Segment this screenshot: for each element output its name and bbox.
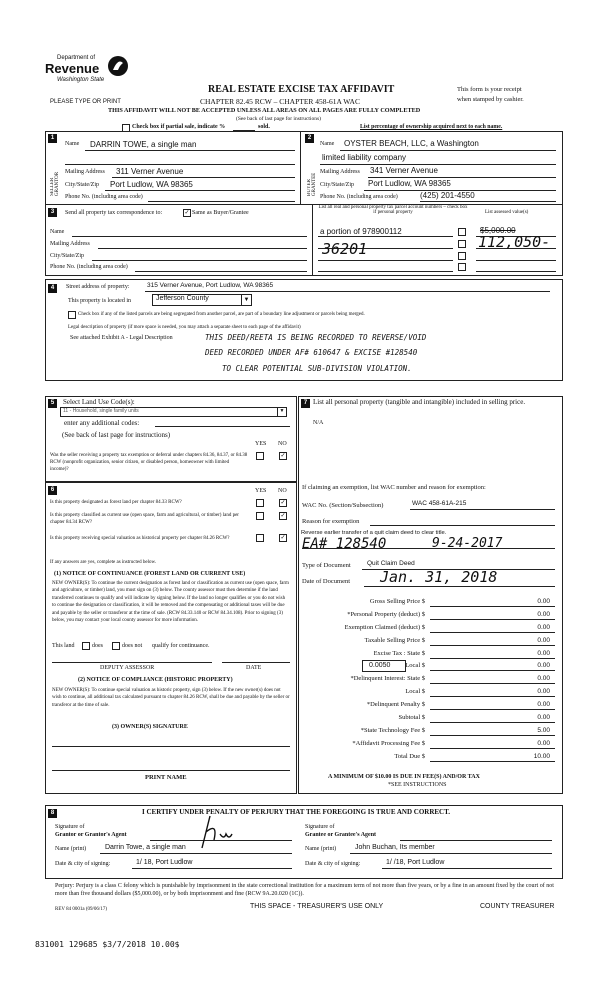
- assessed-header: List assessed value(s): [485, 210, 529, 215]
- seller-name-label: Name: [65, 141, 80, 147]
- wac-label: WAC No. (Section/Subsection): [302, 502, 384, 509]
- land-use-label: Select Land Use Code(s):: [63, 398, 135, 406]
- forest-no-checkbox[interactable]: ✓: [280, 500, 286, 506]
- hand-ea-number: EA# 128540: [302, 536, 387, 552]
- land-use-select[interactable]: [60, 407, 287, 417]
- buyer-city-label: City/State/Zip: [320, 182, 354, 188]
- please-type: PLEASE TYPE OR PRINT: [50, 99, 121, 105]
- dept-line: Department of: [57, 55, 96, 61]
- s5-see-back: (See back of last page for instructions): [62, 431, 171, 439]
- hand-ea-date: 9-24-2017: [432, 536, 503, 551]
- qualify-label: qualify for continuance.: [152, 643, 210, 649]
- fee-subtotal-value[interactable]: 0.00: [537, 714, 550, 721]
- claim-exemption-label: If claiming an exemption, list WAC number and reason for exemption:: [302, 484, 486, 491]
- section-5-number: 5: [48, 399, 57, 408]
- forest-question: Is this property designated as forest land per chapter 84.33 RCW?: [50, 500, 182, 505]
- buyer-phone[interactable]: (425) 201-4550: [420, 191, 475, 200]
- fee-taxable-label: Taxable Selling Price $: [364, 637, 425, 644]
- parcel-list-header: List all real and personal property tax parcel account numbers – check box if personal property: [318, 205, 468, 215]
- deputy-date-label: DATE: [246, 665, 262, 671]
- fee-processing-label: *Affidavit Processing Fee $: [352, 740, 425, 747]
- grantee-print-name[interactable]: John Buchan, Its member: [355, 844, 435, 851]
- seller-phone-label: Phone No. (including area code): [65, 194, 143, 200]
- fee-personal-label: *Personal Property (deduct) $: [347, 611, 425, 618]
- grantee-date[interactable]: 1/ /18, Port Ludlow: [386, 859, 445, 866]
- grantor-print-name[interactable]: Darrin Towe, a single man: [105, 844, 186, 851]
- section-4-number: 4: [48, 284, 57, 293]
- section-1-number: 1: [48, 134, 57, 143]
- fee-excise-local-label: Local $: [405, 662, 425, 669]
- wac-value[interactable]: WAC 458-61A-215: [412, 500, 467, 507]
- seller-side-label: SELLER GRANTOR: [50, 171, 60, 196]
- notice-2-body: NEW OWNER(S): To continue special valuation as historic property, sign (3) below. If the new owner(s) does not wish to continue, all additional tax calculated pursuant to chapter 84.26 RCW, shall be due and payable by the seller or transferor at the time of sale.: [52, 688, 290, 708]
- county-treasurer: COUNTY TREASURER: [480, 903, 555, 910]
- hand-note-2: DEED RECORDED UNDER AF# 610647 & EXCISE #128540: [205, 348, 418, 357]
- parcel-handwritten: 36201: [322, 240, 368, 258]
- buyer-name-2[interactable]: limited liability company: [322, 153, 407, 162]
- fee-interest-local-label: Local $: [405, 688, 425, 695]
- buyer-phone-label: Phone No. (including area code): [320, 194, 398, 200]
- personal-property-value[interactable]: N/A: [313, 420, 324, 426]
- fee-penalty-value[interactable]: 0.00: [537, 701, 550, 708]
- s3-mailing-label: Mailing Address: [50, 241, 90, 247]
- send-correspondence-label: Send all property tax correspondence to:: [65, 210, 163, 216]
- partial-sale-label: Check box if partial sale, indicate %: [132, 124, 226, 130]
- buyer-name[interactable]: OYSTER BEACH, LLC, a Washington: [344, 139, 479, 148]
- fee-interest-state-value[interactable]: 0.00: [537, 675, 550, 682]
- grantee-sig-label-1: Signature of: [305, 824, 335, 830]
- does-not-checkbox[interactable]: [112, 642, 120, 650]
- seller-mailing-label: Mailing Address: [65, 169, 105, 175]
- reason-label: Reason for exemption: [302, 518, 360, 525]
- same-as-buyer-label: Same as Buyer/Grantee: [192, 210, 249, 216]
- fee-interest-state-label: *Delinquent Interest: State $: [350, 675, 425, 682]
- county-value: Jefferson County: [156, 295, 209, 302]
- dor-logo: [45, 53, 135, 93]
- segregation-checkbox[interactable]: [68, 311, 76, 319]
- hand-note-1: THIS DEED/REETA IS BEING RECORDED TO REVERSE/VOID: [205, 333, 427, 342]
- fee-technology-value[interactable]: 5.00: [537, 727, 550, 734]
- legal-desc[interactable]: See attached Exhibit A - Legal Description: [70, 335, 173, 341]
- grantee-sig-label-2: Grantee or Grantee's Agent: [305, 832, 377, 838]
- fee-total-label: Total Due $: [394, 753, 425, 760]
- fee-total-value[interactable]: 10.00: [533, 753, 550, 760]
- perjury-notice: Perjury: Perjury is a class C felony which is punishable by imprisonment in the state correctional institution for a maximum term of not more than five years, or by a fine in an amount fixed by the court of not more than five thousand dollars ($5,000.00), or by both imprisonment and fine (RCW 9A.20.020 (1C)).: [55, 883, 554, 897]
- fee-exemption-label: Exemption Claimed (deduct) $: [344, 624, 425, 631]
- personal-property-checkbox-2[interactable]: [458, 240, 466, 248]
- legal-desc-label: Legal description of property (if more space is needed, you may attach a separate sheet to each page of the affidavit): [68, 325, 301, 330]
- does-not-label: does not: [122, 643, 143, 649]
- grantor-sig-label-2: Grantor or Grantor's Agent: [55, 832, 127, 838]
- rev-number: REV 84 0001a (09/06/17): [55, 907, 107, 912]
- section-6-number: 6: [48, 486, 57, 495]
- notice-2-title: (2) NOTICE OF COMPLIANCE (HISTORIC PROPERTY): [78, 677, 233, 683]
- receipt-note-2: when stamped by cashier.: [457, 96, 524, 103]
- does-checkbox[interactable]: [82, 642, 90, 650]
- chevron-down-icon: ▼: [277, 408, 286, 416]
- grantor-name-label: Name (print): [55, 846, 87, 852]
- fee-taxable-value[interactable]: 0.00: [537, 637, 550, 644]
- fee-interest-local-value[interactable]: 0.00: [537, 688, 550, 695]
- section-3-number: 3: [48, 208, 57, 217]
- section-6-box: [45, 482, 297, 794]
- fee-penalty-label: *Delinquent Penalty $: [366, 701, 425, 708]
- certify-statement: I CERTIFY UNDER PENALTY OF PERJURY THAT THE FOREGOING IS TRUE AND CORRECT.: [142, 808, 451, 816]
- fee-excise-local-value[interactable]: 0.00: [537, 662, 550, 669]
- grantee-date-label: Date & city of signing:: [305, 861, 361, 867]
- fee-personal-value[interactable]: 0.00: [537, 611, 550, 618]
- see-instructions-note: *SEE INSTRUCTIONS: [388, 782, 447, 788]
- personal-property-label: List all personal property (tangible and intangible) included in selling price.: [313, 398, 526, 406]
- grantor-signature-mark: [190, 812, 240, 852]
- fee-gross-value[interactable]: 0.00: [537, 598, 550, 605]
- section-7-number: 7: [301, 399, 310, 408]
- chapter-line: CHAPTER 82.45 RCW – CHAPTER 458-61A WAC: [200, 97, 360, 106]
- assessed-value-struck: $5,000.00: [480, 226, 516, 235]
- reason-value[interactable]: Reverse earlier transfer of a quit claim deed to clear title.: [301, 530, 447, 536]
- agency-name: Revenue: [45, 61, 100, 76]
- current-use-no-checkbox[interactable]: ✓: [280, 513, 286, 519]
- buyer-city[interactable]: Port Ludlow, WA 98365: [368, 179, 451, 188]
- buyer-side-label: BUYER GRANTEE: [307, 172, 317, 196]
- warning-line: THIS AFFIDAVIT WILL NOT BE ACCEPTED UNLESS ALL AREAS ON ALL PAGES ARE FULLY COMPLETED: [108, 107, 421, 114]
- same-as-buyer-checkbox[interactable]: ✓: [184, 210, 190, 216]
- additional-codes-label: enter any additional codes:: [64, 419, 140, 427]
- form-title: REAL ESTATE EXCISE TAX AFFIDAVIT: [208, 84, 395, 95]
- doc-type-label: Type of Document: [302, 562, 351, 569]
- notice-1-body: NEW OWNER(S): To continue the current designation as forest land or classification as current use (open space, farm and agriculture, or timber) land, you must sign on (3) below. The county assessor must then determine if the land transferred continues to qualify and will indicate by signing below. If the land no longer qualifies or you do not wish to continue the designation or classification, it will be removed and the compensating or additional taxes will be due and payable by the seller or transferor at the time of sale. (RCW 84.33.140 or RCW 84.34.108). Prior to signing (3) below, you may contact your local county assessor for more information.: [52, 581, 289, 624]
- buyer-mailing[interactable]: 341 Verner Avenue: [370, 166, 438, 175]
- grantor-date-label: Date & city of signing:: [55, 861, 111, 867]
- buyer-mailing-label: Mailing Address: [320, 169, 360, 175]
- current-use-yes-checkbox[interactable]: [256, 512, 264, 520]
- street-label: Street address of property:: [66, 284, 130, 290]
- seller-mailing[interactable]: 311 Verner Avenue: [116, 167, 184, 176]
- s6-no: NO: [278, 488, 287, 494]
- doc-date-label: Date of Document: [302, 578, 351, 585]
- current-use-question: Is this property classified as current use (open space, farm and agricultural, or timber) land per chapter 84.34 RCW?: [50, 513, 239, 525]
- minimum-due-note: A MINIMUM OF $10.00 IS DUE IN FEE(S) AND/OR TAX: [328, 774, 480, 780]
- sold-label: sold.: [258, 124, 270, 130]
- grantee-name-label: Name (print): [305, 846, 337, 852]
- grantor-date[interactable]: 1/ 18, Port Ludlow: [136, 859, 193, 866]
- grantee-signature-line[interactable]: [400, 840, 552, 841]
- historic-no-checkbox[interactable]: ✓: [280, 535, 286, 541]
- local-rate: 0.0050: [369, 662, 391, 669]
- fee-processing-value[interactable]: 0.00: [537, 740, 550, 747]
- hand-note-3: TO CLEAR POTENTIAL SUB-DIVISION VIOLATION.: [222, 364, 412, 373]
- personal-property-checkbox-1[interactable]: [458, 228, 466, 236]
- seller-city-label: City/State/Zip: [65, 182, 99, 188]
- deputy-assessor-label: DEPUTY ASSESSOR: [100, 665, 155, 671]
- fee-gross-label: Gross Selling Price $: [369, 598, 425, 605]
- buyer-name-label: Name: [320, 141, 335, 147]
- land-use-value: 11 - Household, single family units: [63, 408, 139, 414]
- s3-name-label: Name: [50, 229, 65, 235]
- personal-property-checkbox-4[interactable]: [458, 263, 466, 271]
- segregation-label: Check box if any of the listed parcels are being segregated from another parcel, are part of a boundary line adjustment or parcels being merged.: [78, 312, 365, 317]
- dor-emblem-icon: [107, 55, 129, 77]
- section-8-number: 8: [48, 809, 57, 818]
- ownership-note: List percentage of ownership acquired next to each name.: [360, 124, 503, 130]
- historic-question: Is this property receiving special valuation as historical property per chapter 84.26 RCW?: [50, 536, 230, 541]
- if-yes-note: If any answers are yes, complete as instructed below.: [50, 560, 157, 565]
- grantor-sig-label-1: Signature of: [55, 824, 85, 830]
- fee-technology-label: *State Technology Fee $: [360, 727, 425, 734]
- personal-property-checkbox-3[interactable]: [458, 252, 466, 260]
- section-2-number: 2: [305, 134, 314, 143]
- does-label: does: [92, 643, 103, 649]
- receipt-note-1: This form is your receipt: [457, 86, 522, 93]
- print-name-label: PRINT NAME: [145, 774, 187, 781]
- historic-yes-checkbox[interactable]: [256, 534, 264, 542]
- chevron-down-icon: ▼: [241, 295, 251, 305]
- seller-city[interactable]: Port Ludlow, WA 98365: [110, 180, 193, 189]
- exemption-question: Was the seller receiving a property tax exemption or deferral under chapters 84.36, 84.37, or 84.38 RCW (nonprofit organization, senior citizen, or disabled person, homeowner with limited income)?: [50, 453, 248, 472]
- s5-yes-checkbox[interactable]: [256, 452, 264, 460]
- see-back-note: (See back of last page for instructions): [236, 116, 321, 122]
- street-address[interactable]: 315 Verner Avenue, Port Ludlow, WA 98365: [147, 282, 274, 289]
- state-name: Washington State: [57, 77, 105, 83]
- fee-subtotal-label: Subtotal $: [398, 714, 425, 721]
- seller-name[interactable]: DARRIN TOWE, a single man: [90, 140, 197, 149]
- owner-signature-label: (3) OWNER(S) SIGNATURE: [112, 724, 188, 730]
- s5-no-checkbox[interactable]: ✓: [280, 453, 286, 459]
- s5-yes: YES: [255, 441, 267, 447]
- fee-exemption-value[interactable]: 0.00: [537, 624, 550, 631]
- doc-date-value: Jan. 31, 2018: [380, 568, 498, 586]
- assessed-value-handwritten: 112,050-: [478, 233, 551, 251]
- s5-no: NO: [278, 441, 287, 447]
- this-land-label: This land: [52, 643, 75, 649]
- forest-yes-checkbox[interactable]: [256, 499, 264, 507]
- fee-excise-state-value[interactable]: 0.00: [537, 650, 550, 657]
- notice-1-title: (1) NOTICE OF CONTINUANCE (FOREST LAND OR CURRENT USE): [54, 571, 246, 577]
- county-select[interactable]: [152, 294, 252, 306]
- s3-phone-label: Phone No. (including area code): [50, 264, 128, 270]
- recording-stamp: 831001 129685 $3/7/2018 10.00$: [35, 940, 180, 949]
- treasurer-space: THIS SPACE - TREASURER'S USE ONLY: [250, 903, 384, 910]
- fee-excise-state-label: Excise Tax : State $: [373, 650, 425, 657]
- located-in-label: This property is located in: [68, 298, 131, 304]
- s6-yes: YES: [255, 488, 267, 494]
- s3-city-label: City/State/Zip: [50, 253, 84, 259]
- doc-type-value[interactable]: Quit Claim Deed: [367, 560, 415, 567]
- parcel-number[interactable]: a portion of 978900112: [320, 227, 402, 236]
